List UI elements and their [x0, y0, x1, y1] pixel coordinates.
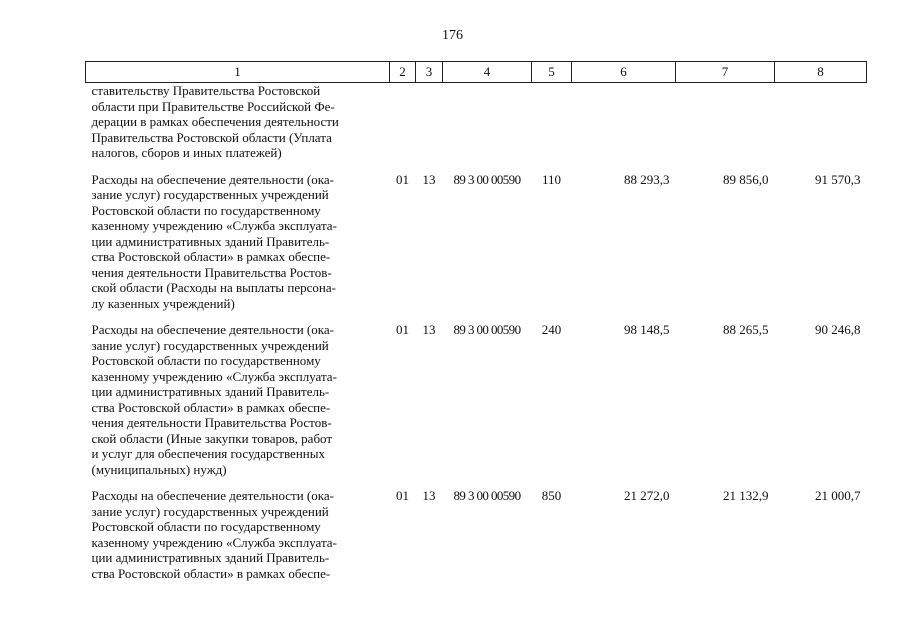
subsection-code — [416, 83, 443, 168]
header-col-2: 2 — [390, 62, 416, 83]
description-line: ской области (Иные закупки товаров, работ — [91, 430, 333, 446]
header-col-5: 5 — [532, 62, 572, 83]
header-col-1: 1 — [86, 62, 390, 83]
page-number: 176 — [442, 28, 463, 43]
amount-year-2: 21 132,9 — [723, 488, 769, 503]
header-row — [86, 62, 867, 83]
table-body — [86, 83, 867, 589]
subsection-code: 13 — [422, 322, 436, 337]
row-description — [86, 484, 390, 588]
description-line: казенному учреждению «Служба эксплуата- — [91, 534, 337, 550]
header-col-4: 4 — [443, 62, 532, 83]
amount-year-2: 88 265,5 — [723, 322, 769, 337]
target-article-code: 89 3 00 00590 — [453, 171, 521, 187]
row-description — [86, 83, 390, 168]
description-line: ской области (Расходы на выплаты персона- — [91, 280, 336, 295]
description-line: ства Ростовской области» в рамках обеспе- — [91, 249, 331, 264]
expense-type-code — [532, 83, 572, 168]
expense-type-code: 850 — [541, 488, 562, 503]
description-line: налогов, сборов и иных платежей) — [91, 145, 282, 160]
amount-year-3 — [775, 83, 867, 168]
description-line: Правительства Ростовской области (Уплата — [91, 129, 332, 145]
description-line: области при Правительстве Российской Фе- — [91, 98, 335, 114]
table-row — [86, 484, 867, 588]
description-line: ции административных зданий Правитель- — [91, 233, 330, 249]
amount-year-3: 21 000,7 — [815, 488, 861, 503]
description-line: и услуг для обеспечения государственных — [91, 446, 325, 461]
section-code: 01 — [396, 488, 409, 503]
header-col-7: 7 — [676, 62, 775, 83]
description-line: чения деятельности Правительства Ростов- — [91, 264, 332, 280]
description-line: Ростовской области по государственному — [91, 519, 321, 534]
header-col-6: 6 — [572, 62, 676, 83]
table-header — [86, 62, 867, 83]
description-line: лу казенных учреждений) — [91, 295, 235, 311]
budget-table — [85, 61, 867, 588]
description-line: ства Ростовской области» в рамках обеспе- — [91, 565, 331, 581]
table-row — [86, 168, 867, 319]
description-line: Расходы на обеспечение деятельности (ока- — [91, 488, 334, 503]
row-description — [86, 318, 390, 484]
target-article-code — [443, 83, 532, 168]
description-line: зание услуг) государственных учреждений — [91, 503, 329, 519]
target-article-code: 89 3 00 00590 — [453, 322, 521, 337]
description-line: Ростовской области по государственному — [91, 202, 321, 218]
description-line: Расходы на обеспечение деятельности (ока- — [91, 322, 334, 337]
amount-year-3: 91 570,3 — [815, 171, 861, 187]
description-line: казенному учреждению «Служба эксплуата- — [91, 368, 337, 384]
row-description — [86, 168, 390, 319]
description-line: чения деятельности Правительства Ростов- — [91, 415, 332, 430]
description-line: ставительству Правительства Ростовской — [91, 83, 321, 98]
description-line: ции административных зданий Правитель- — [91, 384, 330, 399]
description-line: зание услуг) государственных учреждений — [91, 187, 329, 202]
section-code — [390, 83, 416, 168]
header-col-3: 3 — [416, 62, 443, 83]
description-line: Ростовской области по государственному — [91, 353, 321, 368]
table-row — [86, 83, 867, 168]
header-col-8: 8 — [775, 62, 867, 83]
description-line: казенному учреждению «Служба эксплуата- — [91, 218, 337, 233]
section-code: 01 — [396, 322, 409, 337]
subsection-code: 13 — [422, 171, 436, 187]
amount-year-2: 89 856,0 — [723, 171, 769, 187]
description-line: (муниципальных) нужд) — [91, 461, 227, 477]
amount-year-1: 21 272,0 — [624, 488, 670, 503]
amount-year-1 — [572, 83, 676, 168]
description-line: дерации в рамках обеспечения деятельности — [91, 114, 339, 129]
description-line: зание услуг) государственных учреждений — [91, 337, 329, 353]
amount-year-1: 98 148,5 — [624, 322, 670, 337]
section-code: 01 — [396, 171, 409, 187]
description-line: ства Ростовской области» в рамках обеспе- — [91, 399, 331, 415]
description-line: Расходы на обеспечение деятельности (ока- — [91, 171, 334, 187]
subsection-code: 13 — [422, 488, 436, 503]
target-article-code: 89 3 00 00590 — [453, 488, 521, 503]
description-line: ции административных зданий Правитель- — [91, 550, 330, 565]
amount-year-3: 90 246,8 — [815, 322, 861, 337]
amount-year-1: 88 293,3 — [624, 171, 670, 187]
amount-year-2 — [676, 83, 775, 168]
expense-type-code: 240 — [541, 322, 562, 337]
expense-type-code: 110 — [541, 171, 562, 187]
table-row — [86, 318, 867, 484]
